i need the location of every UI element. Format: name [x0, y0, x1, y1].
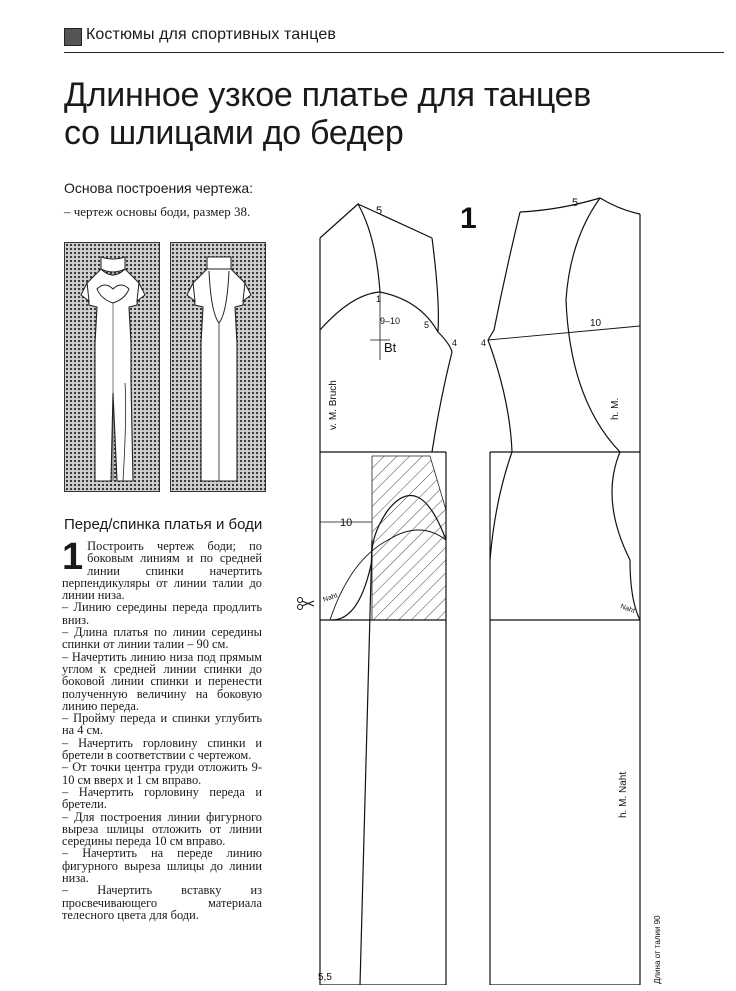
section-header-label: Костюмы для спортивных танцев [86, 26, 336, 43]
label-length: Длина от талии 90 [653, 915, 662, 984]
instruction-paragraph: – Длина платья по линии середины спинки от линии талии – 90 см. [62, 625, 262, 652]
dress-back-illustration [171, 243, 266, 492]
dress-front-illustration [65, 243, 160, 492]
figure-number: 1 [460, 202, 477, 235]
scissors-icon [298, 598, 315, 610]
dress-sketch-back [170, 242, 266, 492]
instruction-paragraph: – От точки центра груди отложить 9-10 см вверх и 1 см вправо. [62, 760, 262, 787]
label-bust-point: Bt [384, 340, 397, 355]
back-piece [488, 198, 640, 985]
basis-heading: Основа построения чертежа: [64, 180, 254, 196]
label-seam-back: Naht [619, 603, 636, 615]
label-armhole-front-5: 5 [424, 320, 430, 330]
label-bust-up: 1 [376, 294, 382, 304]
label-back-10: 10 [590, 318, 602, 329]
label-back-seam-lower: h. M. Naht [618, 771, 629, 818]
dress-sketch-front [64, 242, 160, 492]
instruction-paragraph: – Начертить на переде линию фигурного выреза шлицы до линии низа. [62, 846, 262, 886]
label-shoulder-front: 5 [376, 205, 383, 217]
title-line-1: Длинное узкое платье для танцев [64, 76, 592, 114]
label-back-center: h. M. [610, 397, 621, 420]
basis-item: – чертеж основы боди, размер 38. [64, 204, 251, 219]
section-header [64, 18, 724, 53]
instruction-paragraph: – Пройму переда и спинки углубить на 4 см. [62, 711, 262, 738]
label-slit-10: 10 [340, 517, 353, 529]
instruction-paragraph: – Начертить линию низа под прямым углом к средней линии спинки до боковой линии спинки и перенести полученную величину на боковую линию переда. [62, 649, 262, 713]
label-fold: v. M. Bruch [328, 380, 339, 430]
instruction-paragraph: – Для построения линии фигурного выреза шлицы отложить от линии середины переда 10 см вправо. [62, 809, 262, 849]
section-title: Перед/спинка платья и боди [64, 516, 263, 533]
instructions-text [62, 536, 262, 922]
label-bust-range: 9–10 [380, 316, 401, 326]
pattern-drawing [290, 180, 730, 985]
instruction-paragraph: – Линию середины переда продлить вниз. [62, 600, 262, 627]
title-line-2: со шлицами до бедер [64, 114, 404, 152]
label-seam-front: Naht [322, 592, 339, 604]
instruction-paragraph: Построить чертеж боди; по боковым линиям и по средней линии спинки начертить перпендикуляры от линии талии до линии низа. [62, 539, 262, 603]
label-armhole-back-4: 4 [481, 338, 487, 348]
page-title [64, 76, 664, 152]
header-square-icon [64, 28, 82, 46]
instruction-paragraph: – Начертить горловину спинки и бретели в соответствии с чертежом. [62, 735, 262, 763]
instruction-paragraph: – Начертить вставку из просвечивающего материала телесного цвета для боди. [62, 883, 262, 922]
instruction-paragraph: – Начертить горловину переда и бретели. [62, 784, 262, 812]
step-number: 1 [62, 536, 84, 578]
label-hem-55: 5,5 [318, 972, 332, 983]
label-shoulder-back: 5 [572, 197, 579, 209]
label-armhole-front-4: 4 [452, 338, 458, 348]
